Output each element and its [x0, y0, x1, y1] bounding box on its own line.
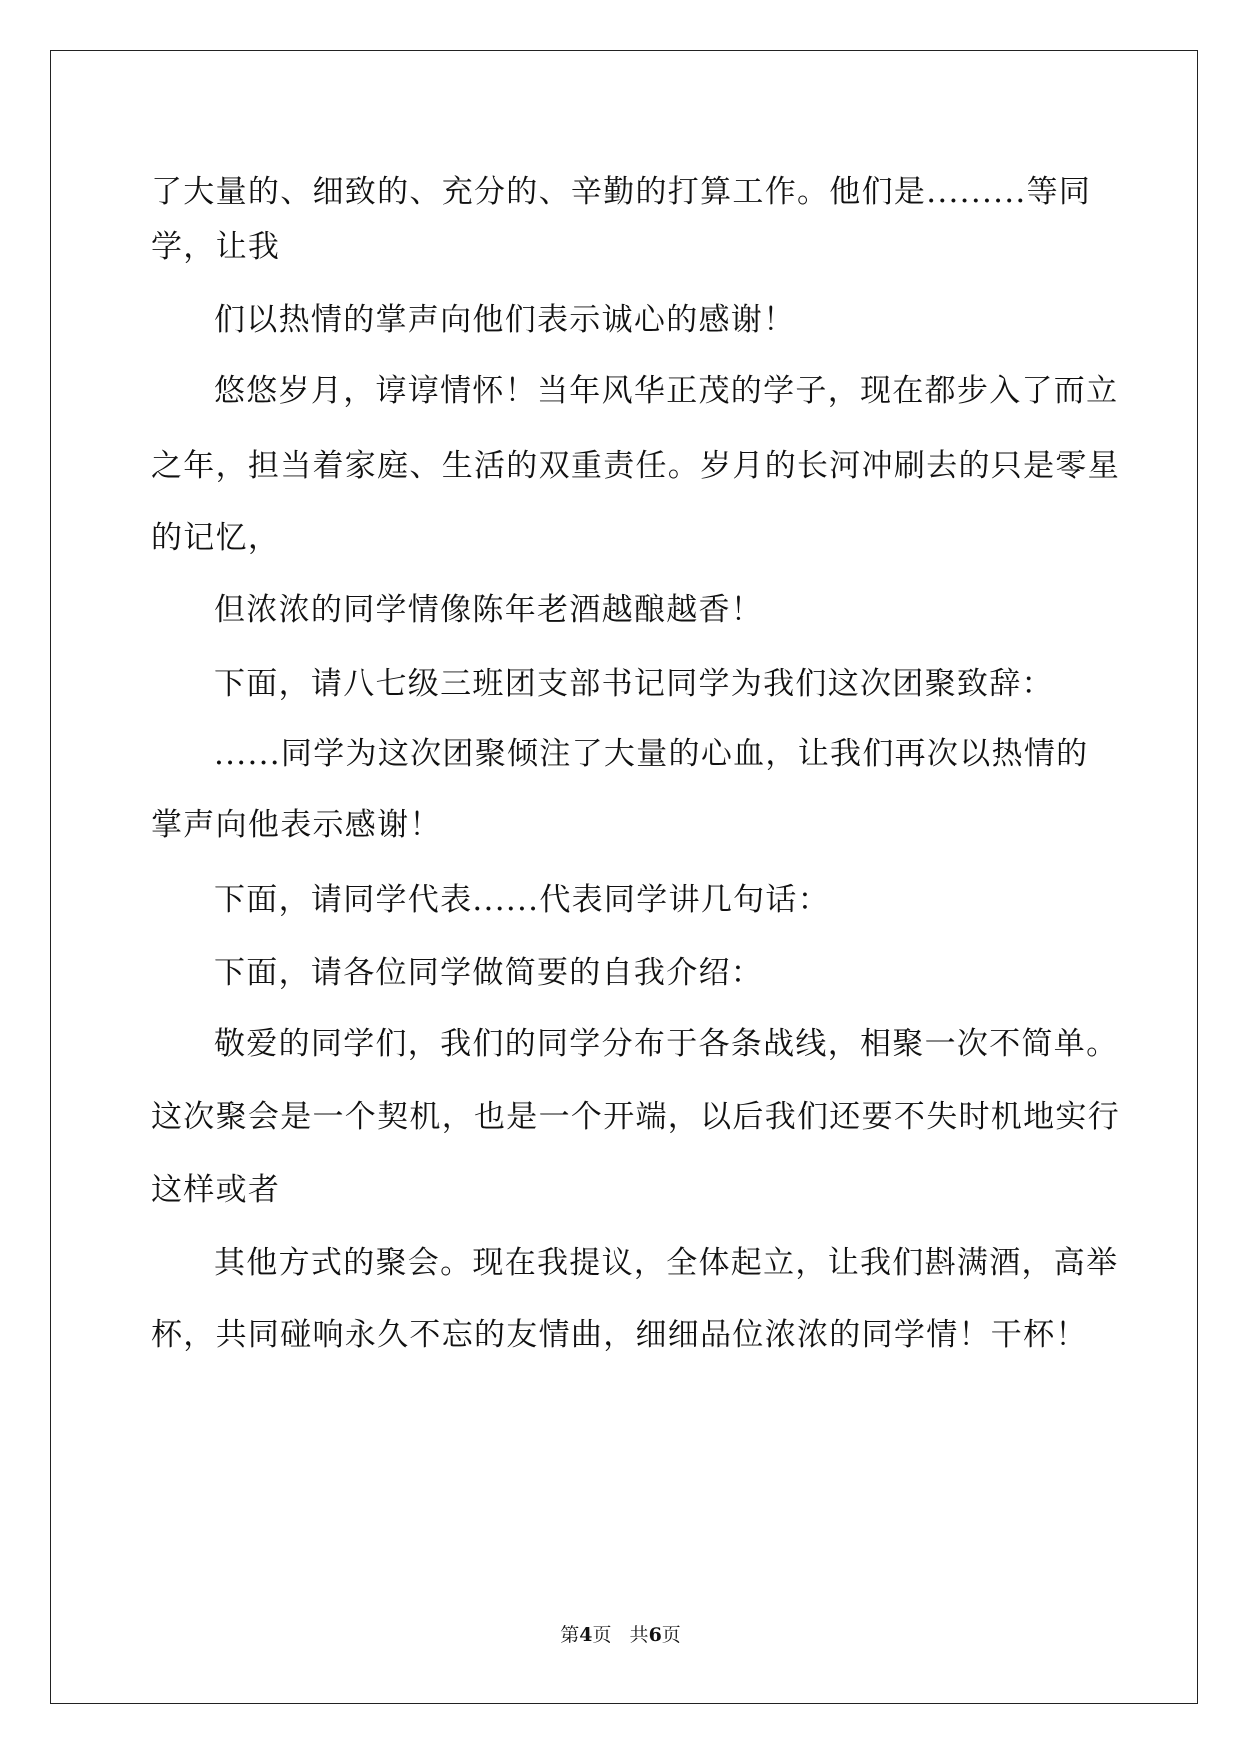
text-line: 悠悠岁月，谆谆情怀！当年风华正茂的学子，现在都步入了而立	[214, 373, 1119, 409]
text-line: 们以热情的掌声向他们表示诚心的感谢！	[214, 302, 796, 338]
text-line: 下面，请八七级三班团支部书记同学为我们这次团聚致辞：	[214, 666, 1054, 702]
text-line: 这样或者	[151, 1172, 281, 1208]
text-line: ......同学为这次团聚倾注了大量的心血，让我们再次以热情的	[214, 736, 1089, 772]
text-line: 下面，请各位同学做简要的自我介绍：	[214, 955, 764, 991]
text-line: 这次聚会是一个契机，也是一个开端，以后我们还要不失时机地实行	[151, 1099, 1120, 1135]
page-border	[50, 50, 1198, 1704]
text-line: 但浓浓的同学情像陈年老酒越酿越香！	[214, 592, 764, 628]
text-line: 掌声向他表示感谢！	[151, 807, 442, 843]
text-line: 了大量的、细致的、充分的、辛勤的打算工作。他们是.........等同	[151, 174, 1092, 210]
text-line: 其他方式的聚会。现在我提议，全体起立，让我们斟满酒，高举	[214, 1245, 1119, 1281]
footer-prefix: 第	[560, 1624, 580, 1646]
footer-mid: 页 共	[592, 1624, 649, 1646]
text-line: 杯，共同碰响永久不忘的友情曲，细细品位浓浓的同学情！干杯！	[151, 1317, 1088, 1353]
page-footer	[0, 1620, 1241, 1647]
text-line: 学，让我	[151, 229, 281, 265]
text-line: 敬爱的同学们，我们的同学分布于各条战线，相聚一次不简单。	[214, 1026, 1119, 1062]
text-line: 的记忆，	[151, 520, 281, 556]
text-line: 之年，担当着家庭、生活的双重责任。岁月的长河冲刷去的只是零星	[151, 448, 1120, 484]
text-line: 下面，请同学代表......代表同学讲几句话：	[214, 882, 831, 918]
footer-suffix: 页	[661, 1624, 681, 1646]
current-page-number: 4	[579, 1624, 593, 1646]
total-pages-number: 6	[648, 1624, 662, 1646]
